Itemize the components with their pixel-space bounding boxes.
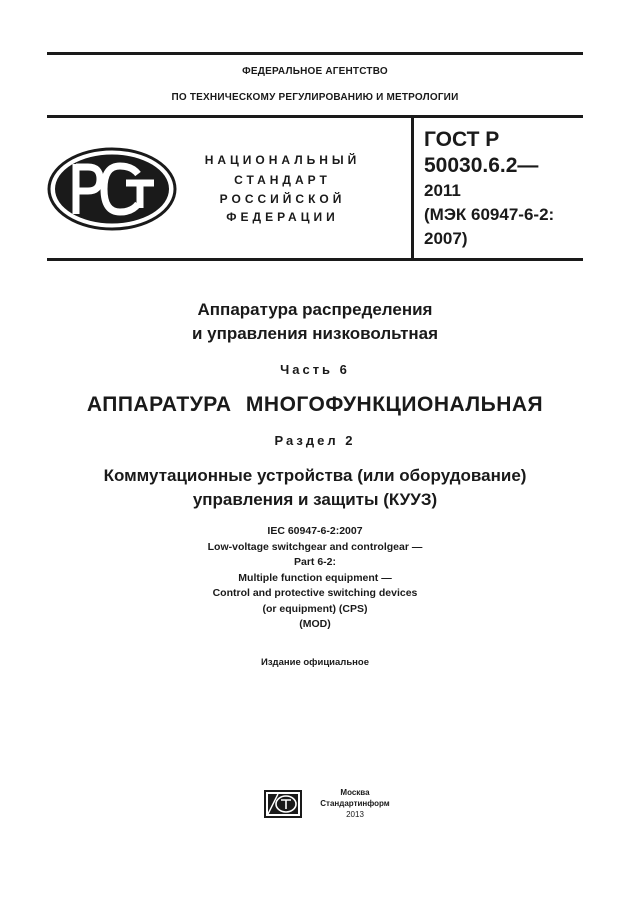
part-title: АППАРАТУРА МНОГОФУНКЦИОНАЛЬНАЯ — [86, 393, 544, 416]
title-line1: Аппаратура распределения — [197, 300, 433, 319]
national-standard-line4: ФЕДЕРАЦИИ — [226, 210, 339, 224]
publisher-city: Москва — [340, 788, 370, 797]
top-rule — [47, 52, 583, 55]
section-label: Раздел 2 — [274, 433, 356, 448]
edition-label: Издание официальное — [261, 657, 369, 668]
gost-line2: 50030.6.2— — [424, 154, 539, 177]
national-standard-line3: РОССИЙСКОЙ — [219, 192, 346, 206]
national-standard-line1: НАЦИОНАЛЬНЫЙ — [204, 153, 361, 167]
gost-line3: 2011 — [424, 181, 461, 200]
section-title-line2: управления и защиты (КУУЗ) — [192, 490, 438, 509]
national-standard-line2: СТАНДАРТ — [234, 173, 331, 187]
english-line2: Low-voltage switchgear and controlgear — — [207, 540, 423, 553]
part-label: Часть 6 — [280, 362, 350, 377]
gost-line4: (МЭК 60947-6-2: — [424, 205, 555, 224]
gost-designation — [424, 127, 584, 251]
block-rule — [47, 258, 583, 261]
english-line4: Multiple function equipment — — [238, 571, 392, 584]
gost-line1: ГОСТ Р — [424, 128, 500, 151]
publisher-name: Стандартинформ — [320, 799, 390, 808]
header-rule — [47, 115, 583, 118]
agency-name-line2: ПО ТЕХНИЧЕСКОМУ РЕГУЛИРОВАНИЮ И МЕТРОЛОГИИ — [171, 92, 459, 103]
english-line1: IEC 60947-6-2:2007 — [267, 525, 363, 537]
rst-logo-icon — [46, 146, 178, 232]
vertical-divider — [411, 118, 414, 259]
gost-line5: 2007) — [424, 229, 468, 248]
agency-name-line1: ФЕДЕРАЛЬНОЕ АГЕНТСТВО — [242, 66, 388, 77]
english-line7: (MOD) — [299, 618, 331, 630]
standartinform-logo-icon — [264, 790, 302, 818]
publisher-year: 2013 — [346, 810, 364, 819]
english-title — [47, 524, 583, 633]
english-line5: Control and protective switching devices — [212, 587, 418, 599]
english-line3: Part 6-2: — [293, 556, 336, 568]
section-title-line1: Коммутационные устройства (или оборудование) — [103, 466, 527, 485]
english-line6: (or equipment) (CPS) — [262, 602, 368, 615]
title-line2: и управления низковольтная — [191, 324, 439, 343]
